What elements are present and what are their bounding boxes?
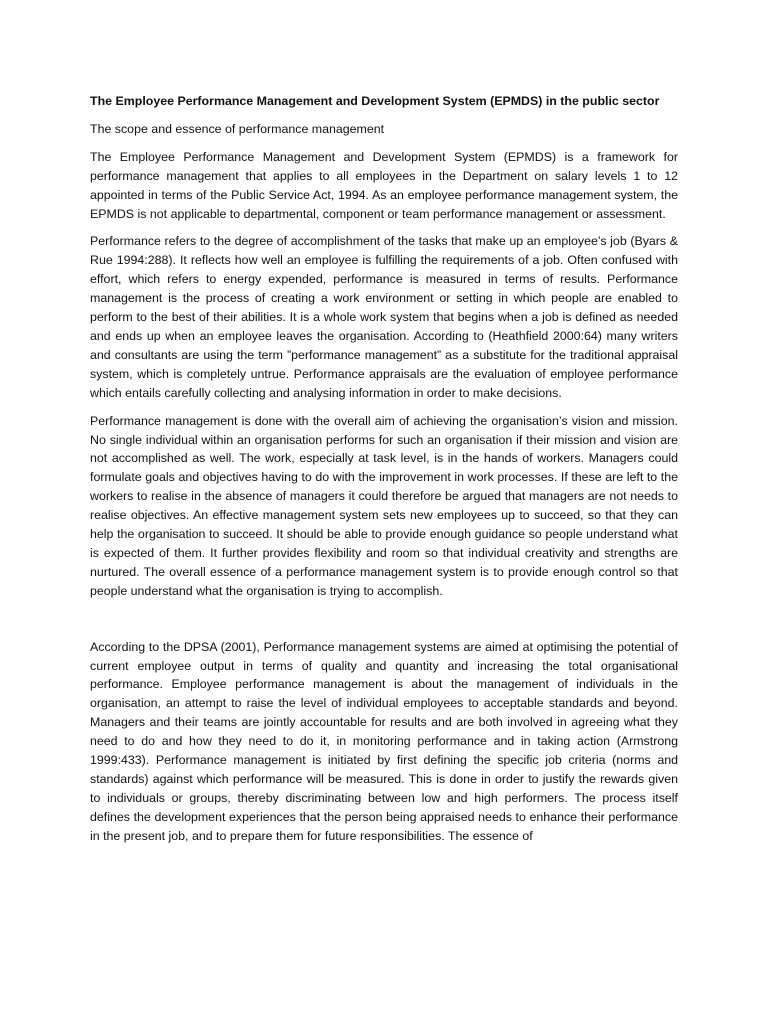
paragraph-epmds-framework: The Employee Performance Management and Development System (EPMDS) is a framework for performance management that applies to all employees in the Department on salary levels 1 to 12 appointed in terms of the Public Service Act, 1994. As an employee performance management system, the EPMDS is not applicable to departmental, component or team performance management or assessment. [90,149,678,221]
document-page [90,92,678,855]
paragraph-performance-definition: Performance refers to the degree of accomplishment of the tasks that make up an employee’s job (Byars & Rue 1994:288). It reflects how well an employee is fulfilling the requirements of a job. Often confused with effort, which refers to energy expended, performance is measured in terms of results. Performance management is the process of creating a work environment or setting in which people are enabled to perform to the best of their abilities. It is a whole work system that begins when a job is defined as needed and ends up when an employee leaves the organisation. According to (Heathfield 2000:64) many writers and consultants are using the term ”performance management” as a substitute for the traditional appraisal system, which is completely untrue. Performance appraisals are the evaluation of employee performance which entails carefully collecting and analysing information in order to make decisions. [90,234,678,400]
paragraph-performance-aim: Performance management is done with the overall aim of achieving the organisation’s vision and mission. No single individual within an organisation performs for such an organisation if their mission and vision are not accomplished as well. The work, especially at task level, is in the hands of workers. Managers could formulate goals and objectives having to do with the improvement in work processes. If these are left to the workers to realise in the absence of managers it could therefore be argued that managers are not needs to realise objectives. An effective management system sets new employees up to succeed, so that they can help the organisation to succeed. It should be able to provide enough guidance so people understand what is expected of them. It further provides flexibility and room so that individual creativity and strengths are nurtured. The overall essence of a performance management system is to provide enough control so that people understand what the organisation is trying to accomplish. [90,413,678,598]
paragraph-dpsa: According to the DPSA (2001), Performance management systems are aimed at optimising the potential of current employee output in terms of quality and quantity and increasing the total organisational performance. Employee performance management is about the management of individuals in the organisation, an attempt to raise the level of individual employees to acceptable standards and beyond. Managers and their teams are jointly accountable for results and are both involved in agreeing what they need to do and how they need to do it, in monitoring performance and in taking action (Armstrong 1999:433). Performance management is initiated by first defining the specific job criteria (norms and standards) against which performance will be measured. This is done in order to justify the rewards given to individuals or groups, thereby discriminating between low and high performers. The process itself defines the development experiences that the person being appraised needs to enhance their performance in the present job, and to prepare them for future responsibilities. The essence of [90,639,678,843]
section-heading: The scope and essence of performance management [90,121,385,136]
document-title: The Employee Performance Management and Development System (EPMDS) in the public sector [90,94,660,108]
